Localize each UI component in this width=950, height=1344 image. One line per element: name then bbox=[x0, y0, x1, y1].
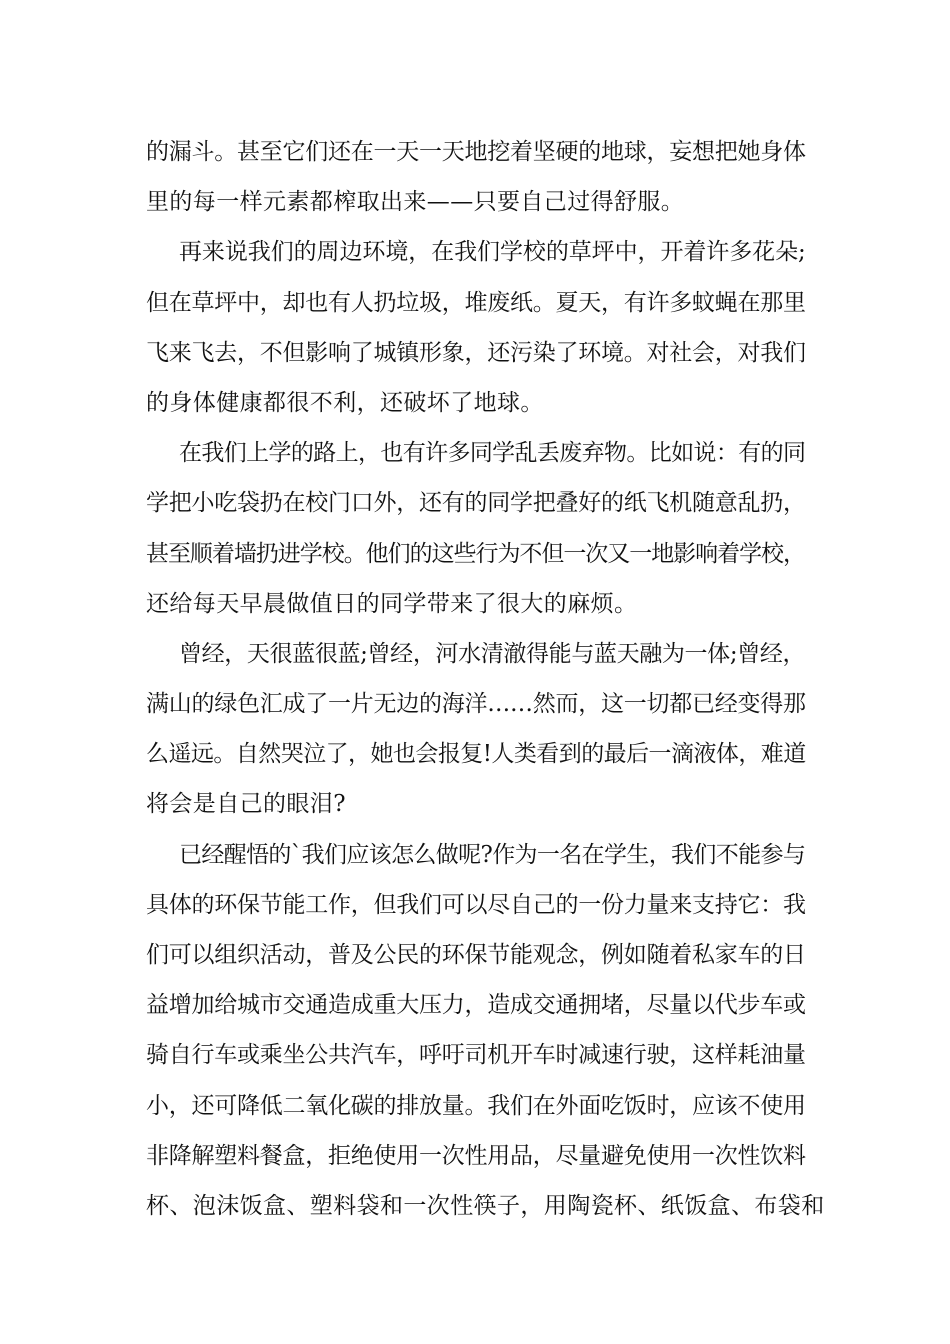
text-line: 飞来飞去，不但影响了城镇形象，还污染了环境。对社会，对我们 bbox=[146, 339, 806, 366]
paragraph-first-line: 再来说我们的周边环境，在我们学校的草坪中，开着许多花朵; bbox=[179, 239, 806, 266]
text-line: 小，还可降低二氧化碳的排放量。我们在外面吃饭时，应该不使用 bbox=[146, 1092, 806, 1119]
text-line: 非降解塑料餐盒，拒绝使用一次性用品，尽量避免使用一次性饮料 bbox=[146, 1142, 806, 1169]
text-line: 杯、泡沫饭盒、塑料袋和一次性筷子，用陶瓷杯、纸饭盒、布袋和 bbox=[146, 1192, 825, 1219]
text-line: 的身体健康都很不利，还破坏了地球。 bbox=[146, 389, 544, 416]
text-line: 将会是自己的眼泪? bbox=[146, 791, 346, 818]
text-line: 里的每一样元素都榨取出来——只要自己过得舒服。 bbox=[146, 189, 685, 216]
text-line: 学把小吃袋扔在校门口外，还有的同学把叠好的纸飞机随意乱扔， bbox=[146, 490, 806, 517]
paragraph-first-line: 曾经，天很蓝很蓝;曾经，河水清澈得能与蓝天融为一体;曾经， bbox=[179, 640, 806, 667]
document-body bbox=[146, 127, 825, 1231]
text-line: 的漏斗。甚至它们还在一天一天地挖着坚硬的地球，妄想把她身体 bbox=[146, 139, 806, 165]
paragraph-first-line: 已经醒悟的`我们应该怎么做呢?作为一名在学生，我们不能参与 bbox=[179, 841, 806, 868]
text-line: 但在草坪中，却也有人扔垃圾，堆废纸。夏天，有许多蚊蝇在那里 bbox=[146, 289, 806, 316]
text-line: 么遥远。自然哭泣了，她也会报复!人类看到的最后一滴液体，难道 bbox=[146, 741, 806, 768]
text-line: 具体的环保节能工作，但我们可以尽自己的一份力量来支持它：我 bbox=[146, 891, 806, 918]
text-line: 益增加给城市交通造成重大压力，造成交通拥堵，尽量以代步车或 bbox=[146, 992, 806, 1019]
text-line: 满山的绿色汇成了一片无边的海洋……然而，这一切都已经变得那 bbox=[146, 691, 806, 718]
text-line: 们可以组织活动，普及公民的环保节能观念，例如随着私家车的日 bbox=[146, 942, 806, 968]
text-line: 还给每天早晨做值日的同学带来了很大的麻烦。 bbox=[146, 590, 638, 617]
text-line: 骑自行车或乘坐公共汽车，呼吁司机开车时减速行驶，这样耗油量 bbox=[146, 1042, 806, 1069]
text-line: 甚至顺着墙扔进学校。他们的这些行为不但一次又一地影响着学校， bbox=[146, 540, 805, 567]
paragraph-first-line: 在我们上学的路上，也有许多同学乱丢废弃物。比如说：有的同 bbox=[179, 440, 806, 467]
